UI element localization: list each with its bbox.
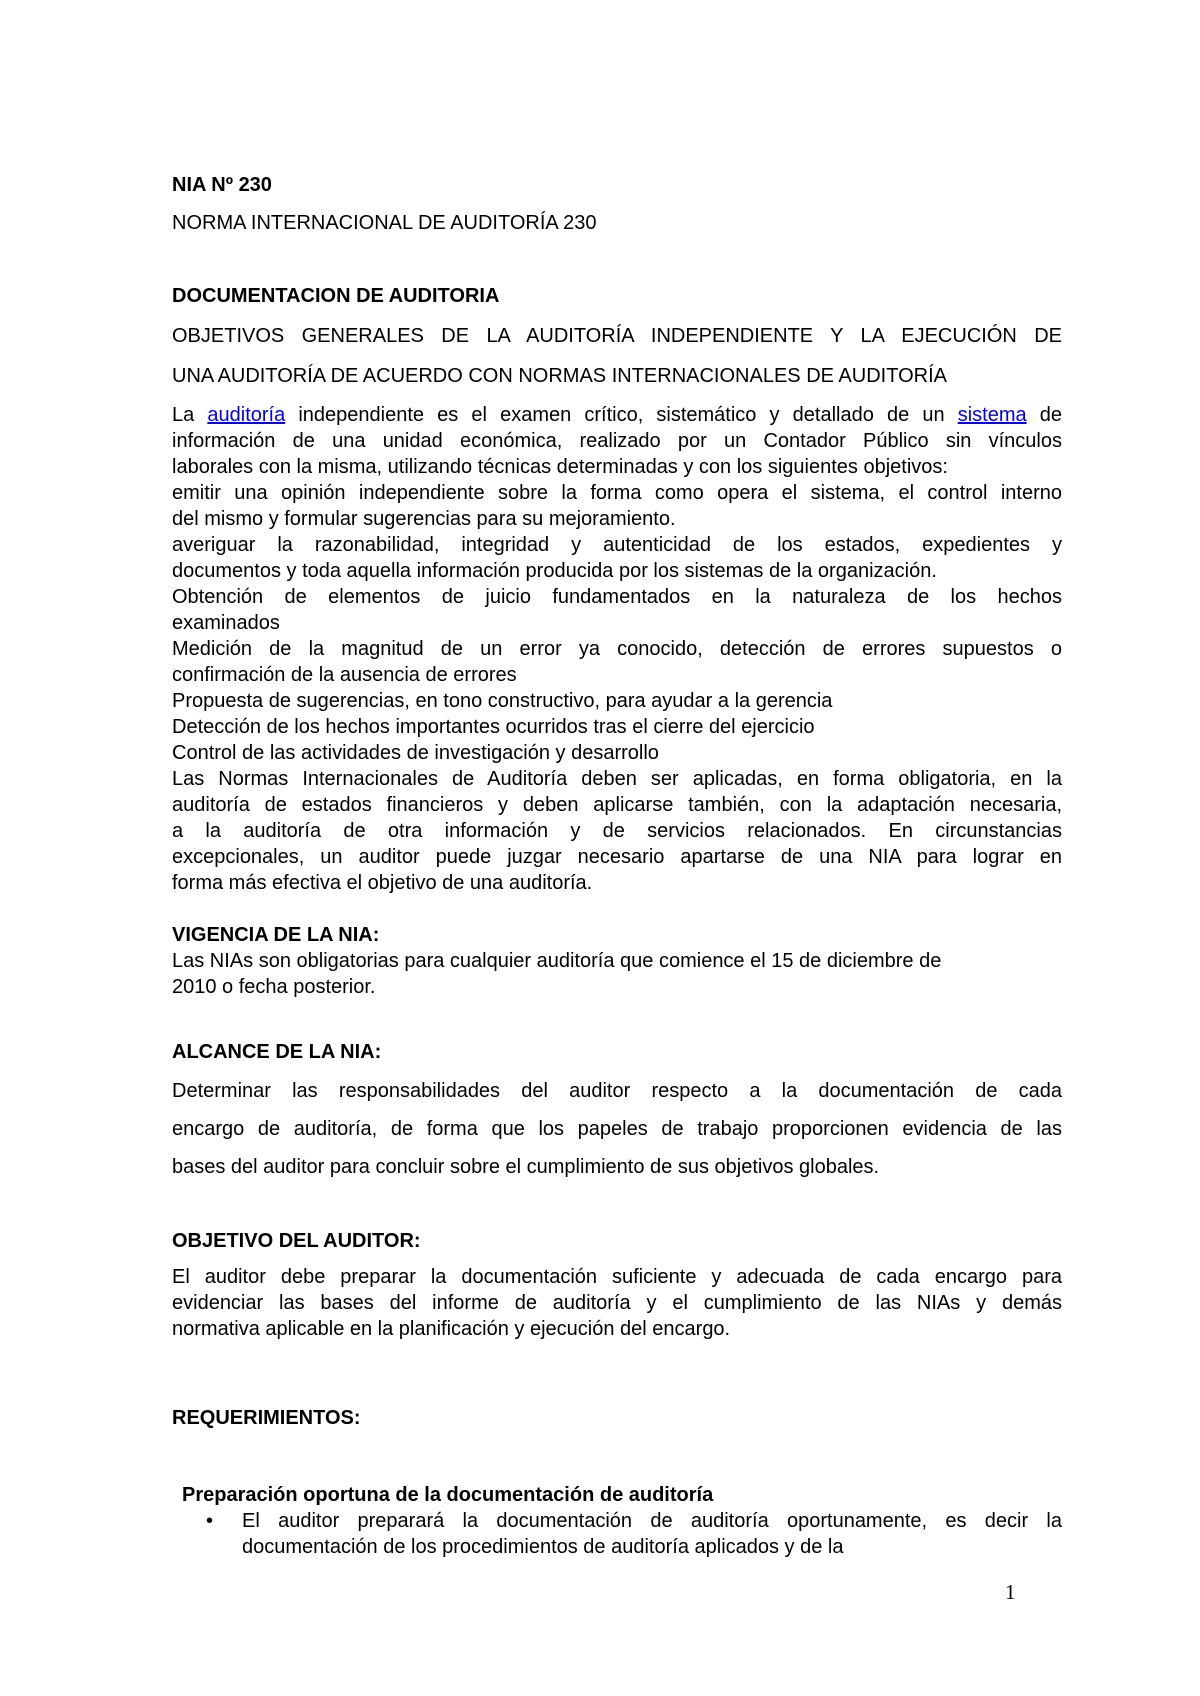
- preparacion-subheading: Preparación oportuna de la documentación de auditoría: [182, 1484, 714, 1506]
- objetivo-line: evidenciar las bases del informe de auditoría y el cumplimiento de las NIAs y demás: [172, 1292, 1062, 1314]
- page-number: 1: [1005, 1580, 1016, 1604]
- intro-line: excepcionales, un auditor puede juzgar necesario apartarse de una NIA para lograr en: [172, 846, 1062, 868]
- bullet-icon: •: [206, 1510, 214, 1532]
- norma-title: NORMA INTERNACIONAL DE AUDITORÍA 230: [172, 212, 597, 234]
- vigencia-line: Las NIAs son obligatorias para cualquier auditoría que comience el 15 de diciembre de: [172, 950, 942, 972]
- vigencia-heading: VIGENCIA DE LA NIA:: [172, 924, 380, 946]
- intro-line: forma más efectiva el objetivo de una auditoría.: [172, 872, 593, 894]
- nia-number: NIA Nº 230: [172, 174, 272, 196]
- alcance-line: Determinar las responsabilidades del auditor respecto a la documentación de cada: [172, 1080, 1062, 1102]
- sistema-link[interactable]: sistema: [957, 404, 1027, 426]
- intro-line: información de una unidad económica, realizado por un Contador Público sin vínculos: [172, 430, 1062, 452]
- bullet-line: documentación de los procedimientos de auditoría aplicados y de la: [242, 1536, 844, 1558]
- bullet-line: El auditor preparará la documentación de auditoría oportunamente, es decir la: [242, 1510, 1062, 1532]
- intro-text: de: [1026, 404, 1062, 426]
- intro-line: laborales con la misma, utilizando técnicas determinadas y con los siguientes objetivos:: [172, 456, 948, 478]
- intro-line: examinados: [172, 612, 280, 634]
- intro-line: Control de las actividades de investigación y desarrollo: [172, 742, 659, 764]
- doc-heading: DOCUMENTACION DE AUDITORIA: [172, 285, 500, 307]
- intro-line-1: [172, 402, 1062, 428]
- requerimientos-heading: REQUERIMIENTOS:: [172, 1407, 361, 1429]
- vigencia-line: 2010 o fecha posterior.: [172, 976, 376, 998]
- intro-line: emitir una opinión independiente sobre la forma como opera el sistema, el control interno: [172, 482, 1062, 504]
- intro-line: Detección de los hechos importantes ocurridos tras el cierre del ejercicio: [172, 716, 815, 738]
- objectives-heading-line-2: UNA AUDITORÍA DE ACUERDO CON NORMAS INTERNACIONALES DE AUDITORÍA: [172, 365, 947, 387]
- intro-line: Medición de la magnitud de un error ya conocido, detección de errores supuestos o: [172, 638, 1062, 660]
- auditoria-link[interactable]: auditoría: [207, 404, 286, 426]
- intro-line: a la auditoría de otra información y de servicios relacionados. En circunstancias: [172, 820, 1062, 842]
- objetivo-heading: OBJETIVO DEL AUDITOR:: [172, 1230, 421, 1252]
- objetivo-line: normativa aplicable en la planificación y ejecución del encargo.: [172, 1318, 731, 1340]
- intro-line: documentos y toda aquella información producida por los sistemas de la organización.: [172, 560, 937, 582]
- alcance-line: encargo de auditoría, de forma que los papeles de trabajo proporcionen evidencia de las: [172, 1118, 1062, 1140]
- intro-line: del mismo y formular sugerencias para su mejoramiento.: [172, 508, 676, 530]
- objectives-heading-line-1: OBJETIVOS GENERALES DE LA AUDITORÍA INDEPENDIENTE Y LA EJECUCIÓN DE: [172, 325, 1062, 347]
- intro-text: La: [172, 404, 208, 426]
- intro-line: Las Normas Internacionales de Auditoría deben ser aplicadas, en forma obligatoria, en la: [172, 768, 1062, 790]
- intro-line: averiguar la razonabilidad, integridad y autenticidad de los estados, expedientes y: [172, 534, 1062, 556]
- alcance-heading: ALCANCE DE LA NIA:: [172, 1041, 382, 1063]
- intro-line: confirmación de la ausencia de errores: [172, 664, 517, 686]
- alcance-line: bases del auditor para concluir sobre el cumplimiento de sus objetivos globales.: [172, 1156, 880, 1178]
- intro-text: independiente es el examen crítico, sistemático y detallado de un: [285, 404, 958, 426]
- intro-line: Obtención de elementos de juicio fundamentados en la naturaleza de los hechos: [172, 586, 1062, 608]
- intro-line: Propuesta de sugerencias, en tono constructivo, para ayudar a la gerencia: [172, 690, 833, 712]
- objetivo-line: El auditor debe preparar la documentación suficiente y adecuada de cada encargo para: [172, 1266, 1062, 1288]
- intro-line: auditoría de estados financieros y deben aplicarse también, con la adaptación necesaria,: [172, 794, 1062, 816]
